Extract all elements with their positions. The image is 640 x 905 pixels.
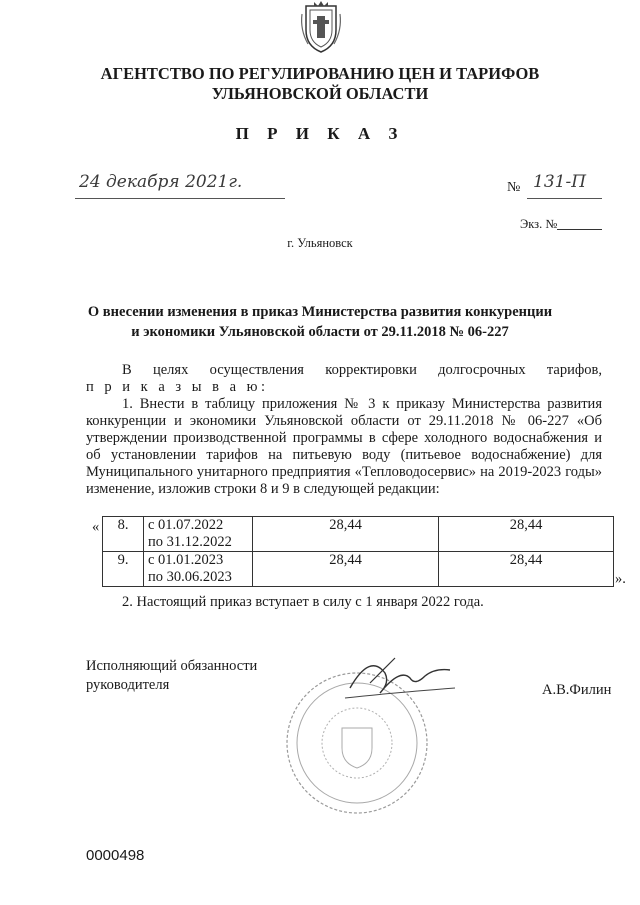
copy-label: Экз. № (520, 217, 558, 231)
item-1-paragraph: 1. Внести в таблицу приложения № 3 к приказу Министерства развития конкуренции и экономики Ульяновской области от 29.11.2018 № 06-227 «Об утверждении производственной программы в сфере холодного водоснабжения и об установлении тарифов на питьевую воду (питьевое водоснабжение) для Муниципального унитарного предприятия «Тепловодосервис» на 2019-2023 годы» изменение, изложив строки 8 и 9 в следующей редакции: (86, 396, 602, 497)
document-type-title: П Р И К А З (235, 124, 405, 143)
handwritten-date: 24 декабря 2021г. (79, 172, 243, 192)
tariff-value-1: 28,44 (253, 552, 439, 587)
intro-paragraph: В целях осуществления корректировки долгосрочных тарифов, (122, 362, 602, 378)
table-quote-close: ». (615, 571, 626, 587)
number-label: № (507, 180, 521, 195)
tariff-table (102, 516, 614, 587)
order-word: п р и к а з ы в а ю: (86, 379, 269, 395)
row-period (144, 552, 253, 587)
date-field (75, 172, 285, 199)
period-from: с 01.01.2023 (148, 552, 224, 568)
period-from: с 01.07.2022 (148, 517, 224, 533)
handwritten-signature (340, 648, 460, 708)
number-field (527, 172, 602, 199)
position-line2: руководителя (86, 677, 170, 693)
city-name: г. Ульяновск (287, 236, 353, 250)
registration-number: 0000498 (86, 847, 145, 864)
agency-name-line2: УЛЬЯНОВСКОЙ ОБЛАСТИ (211, 84, 429, 103)
handwritten-number: 131-П (533, 172, 587, 192)
agency-name-line1: АГЕНТСТВО ПО РЕГУЛИРОВАНИЮ ЦЕН И ТАРИФОВ (100, 64, 540, 83)
item-2-paragraph: 2. Настоящий приказ вступает в силу с 1 января 2022 года. (122, 594, 484, 610)
row-number: 9. (103, 552, 144, 587)
table-row (103, 552, 614, 587)
signatory-name: А.В.Филин (542, 682, 612, 698)
subject-line1: О внесении изменения в приказ Министерства развития конкуренции (87, 304, 553, 320)
tariff-value-2: 28,44 (439, 517, 614, 552)
position-line1: Исполняющий обязанности (86, 658, 258, 674)
table-quote-open: « (92, 519, 100, 535)
tariff-value-1: 28,44 (253, 517, 439, 552)
signatory-position (86, 657, 257, 695)
copy-number-line (557, 229, 602, 230)
coat-of-arms-emblem (298, 0, 344, 56)
table-row (103, 517, 614, 552)
subject-line2: и экономики Ульяновской области от 29.11.2018 № 06-227 (131, 324, 509, 340)
period-to: по 31.12.2022 (148, 534, 232, 550)
tariff-value-2: 28,44 (439, 552, 614, 587)
row-period (144, 517, 253, 552)
row-number: 8. (103, 517, 144, 552)
document-subject (86, 302, 554, 342)
period-to: по 30.06.2023 (148, 569, 232, 585)
